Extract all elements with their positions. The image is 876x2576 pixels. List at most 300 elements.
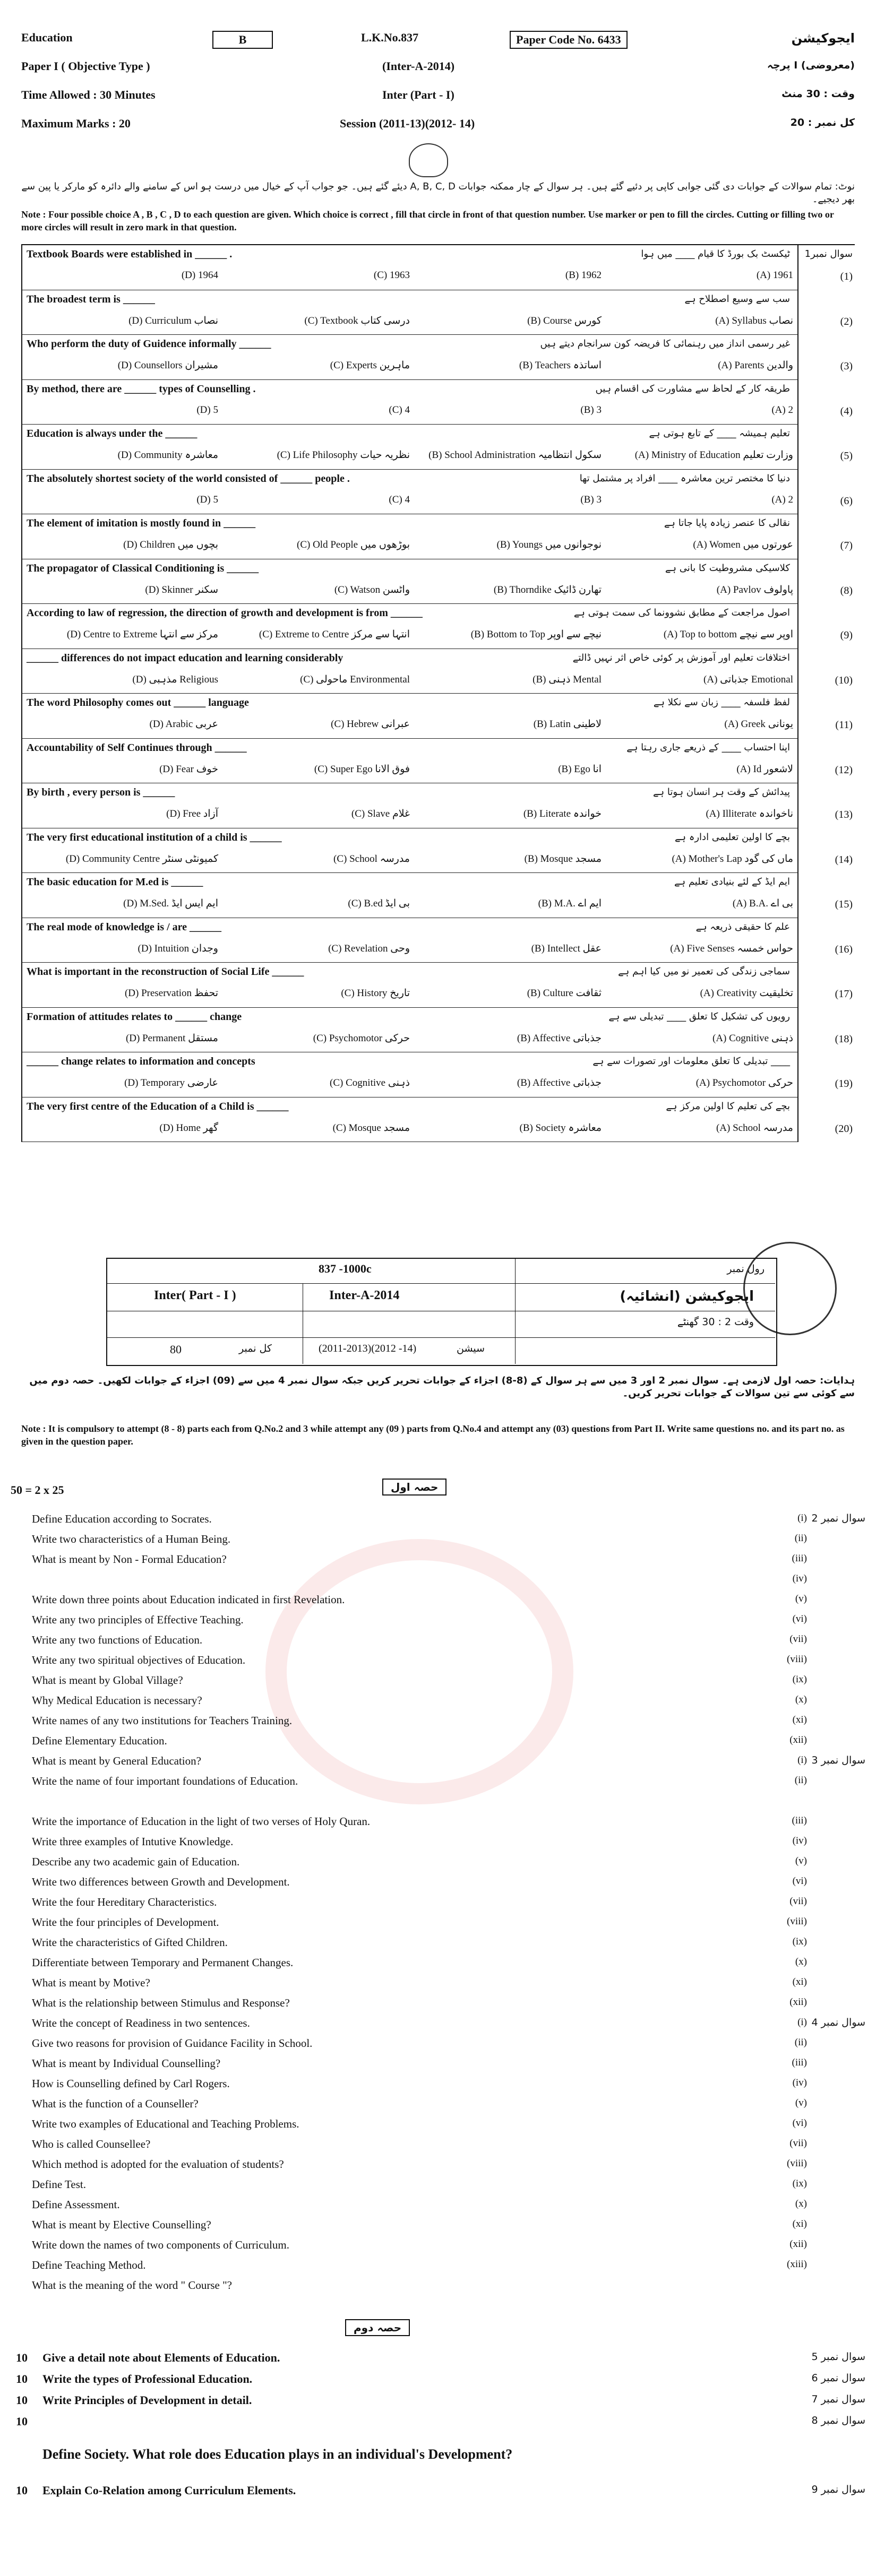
subjective-time: وقت 2 : 30 گھنٹے <box>677 1316 754 1328</box>
short-question-part: (ii) <box>794 2037 807 2048</box>
paper-code-box: Paper Code No. 6433 <box>510 31 628 49</box>
long-question-text: Explain Co-Relation among Curriculum Elements. <box>42 2484 296 2497</box>
options-row <box>27 943 793 958</box>
short-question-text: What is the meaning of the word " Course "? <box>32 2279 232 2292</box>
option-a: (A) 1961 <box>756 270 793 281</box>
board-logo-icon <box>409 143 448 177</box>
short-question-text: Write the four Hereditary Characteristics. <box>32 1896 217 1908</box>
options-row <box>27 359 793 375</box>
short-question-text: What is the function of a Counseller? <box>32 2097 199 2110</box>
options-row <box>27 763 793 779</box>
long-question-marks: 10 <box>16 2372 28 2385</box>
short-question-part: (iv) <box>792 1835 807 1846</box>
option-b: (B) Bottom to Top نیچے سے اوپر <box>470 629 602 640</box>
option-a: (A) 2 <box>771 404 793 416</box>
short-question-part: (iv) <box>792 2077 807 2088</box>
option-a: (A) Creativity تخلیقیت <box>700 988 793 999</box>
marks-urdu: کل نمبر : 20 <box>790 117 855 128</box>
subjective-subject-urdu: ایجوکیشن (انشائیہ) <box>620 1289 754 1304</box>
option-a: (A) Parents والدین <box>718 360 793 371</box>
question-text-urdu: بچے کی تعلیم کا اولین مرکز ہے <box>666 1100 790 1112</box>
class-label: Inter (Part - I) <box>382 88 454 101</box>
part2-title: حصہ دوم <box>345 2319 410 2336</box>
question-text: By birth , every person is ______ <box>27 786 175 798</box>
question-number-value: (11) <box>835 719 853 731</box>
question-text: The absolutely shortest society of the world consisted of ______ people . <box>27 472 350 485</box>
short-question-text: Write down the names of two components of Curriculum. <box>32 2238 289 2251</box>
question-number <box>803 425 856 469</box>
short-question-part: (ii) <box>794 1775 807 1786</box>
question-number <box>803 828 856 873</box>
option-b: (B) Course کورس <box>527 315 602 326</box>
option-a: (A) Greek یونانی <box>724 719 793 730</box>
subjective-class: Inter( Part - I ) <box>154 1289 236 1302</box>
long-question-text: Give a detail note about Elements of Education. <box>42 2351 280 2364</box>
option-c: (C) ماحولی Environmental <box>300 673 410 685</box>
short-question-part: (xi) <box>792 1976 807 1987</box>
short-question-part: (vii) <box>789 1896 807 1907</box>
short-question-text: What is meant by Non - Formal Education? <box>32 1553 227 1566</box>
option-c: (C) Psychomotor حرکی <box>313 1032 410 1044</box>
short-question-text: Write two examples of Educational and Teaching Problems. <box>32 2117 299 2130</box>
option-b: (B) School Administration سکول انتظامیہ <box>428 449 602 461</box>
question-text: Who perform the duty of Guidence informally ______ <box>27 338 271 350</box>
options-row <box>27 539 793 555</box>
subjective-session-urdu: سیشن <box>457 1343 485 1354</box>
short-question-text: Which method is adopted for the evaluation of students? <box>32 2158 284 2171</box>
subjective-marks-urdu: کل نمبر <box>239 1343 272 1354</box>
short-question-part: (xii) <box>789 2238 807 2250</box>
short-question-text: What is meant by Elective Counselling? <box>32 2218 211 2231</box>
question-text-urdu: اپنا احتساب ____ کے ذریعے جاری رہتا ہے <box>626 741 790 753</box>
option-a: (A) Psychomotor حرکی <box>695 1077 793 1088</box>
short-question-part: (ix) <box>792 1936 807 1947</box>
options-row <box>27 404 793 420</box>
question-text-urdu: اختلافات تعلیم اور آموزش پر کوئی خاص اثر نہیں ڈالتے <box>572 652 790 663</box>
option-c: (C) History تاریخ <box>341 988 410 999</box>
question-number-value: (18) <box>835 1033 853 1045</box>
short-question-part: (v) <box>795 2097 807 2108</box>
option-b: (B) Mosque مسجد <box>524 853 602 865</box>
question-row <box>21 470 853 515</box>
question-number-value: (3) <box>840 360 853 372</box>
short-question-part: (vi) <box>792 1875 807 1887</box>
short-question-text: Write the name of four important foundations of Education. <box>32 1775 298 1787</box>
option-d: (D) 1964 <box>181 270 218 281</box>
short-question-part: (vii) <box>789 1633 807 1645</box>
short-question-part: (ix) <box>792 2178 807 2189</box>
question-number-value: (5) <box>840 450 853 462</box>
option-c: (C) Textbook درسی کتاب <box>304 315 410 326</box>
short-question-part: (viii) <box>787 1916 807 1927</box>
option-b: (B) ذہنی Mental <box>533 673 602 685</box>
question-number-urdu: سوال نمبر1 <box>804 248 853 260</box>
subject-label: Education <box>21 31 73 44</box>
short-question-part: (viii) <box>787 1654 807 1665</box>
option-d: (D) Counsellors مشیران <box>117 360 218 371</box>
question-number <box>803 290 856 335</box>
question-row <box>21 425 853 470</box>
question-row <box>21 828 853 874</box>
question-number <box>803 918 856 963</box>
options-row <box>27 1032 793 1048</box>
short-question-text: Write two characteristics of a Human Being. <box>32 1533 231 1545</box>
subjective-header-table <box>106 1258 775 1364</box>
question-text: The basic education for M.ed is ______ <box>27 876 203 888</box>
question-text-urdu: ایم ایڈ کے لئے بنیادی تعلیم ہے <box>674 876 790 887</box>
question-number <box>803 514 856 559</box>
option-c: (C) Watson واٹسن <box>334 584 410 595</box>
question-number <box>803 335 856 379</box>
question-row <box>21 694 853 739</box>
options-row <box>27 987 793 1003</box>
short-question-part: (viii) <box>787 2158 807 2169</box>
question-text: Accountability of Self Continues through ______ <box>27 741 247 754</box>
question-number-value: (2) <box>840 315 853 327</box>
option-b: (B) 3 <box>580 404 602 416</box>
option-b: (B) M.A. ایم اے <box>538 898 602 909</box>
question-text: ______ change relates to information and concepts <box>27 1056 255 1067</box>
question-number-value: (10) <box>835 674 853 686</box>
long-question-marks: 10 <box>16 2484 28 2497</box>
short-question-part: (x) <box>795 1694 807 1705</box>
short-question-text: Give two reasons for provision of Guidance Facility in School. <box>32 2037 313 2050</box>
option-d: (D) Preservation تحفظ <box>124 988 218 999</box>
header-row-3 <box>21 88 855 107</box>
option-c: (C) Slave غلام <box>351 808 410 819</box>
short-question-text: What is meant by Individual Counselling? <box>32 2057 221 2070</box>
option-c: (C) Hebrew عبرانی <box>331 719 410 730</box>
question-text-urdu: غیر رسمی انداز میں رہنمائی کا فریضہ کون سرانجام دیتے ہیں <box>540 338 790 349</box>
option-a: (A) Id لاشعور <box>736 763 793 775</box>
subjective-instructions-english: Note : It is compulsory to attempt (8 - 8) parts each from Q.No.2 and 3 while attempt any (09 ) parts from Q.No.4 and attempt any (03) questions from Part II. Write same questions no. and its part no. as given in the question paper. <box>21 1423 845 1447</box>
option-b: (B) Literate خواندہ <box>523 808 602 819</box>
question-row <box>21 739 853 784</box>
option-b: (B) Ego انا <box>558 763 602 775</box>
option-d: (D) Permanent مستقل <box>125 1032 218 1044</box>
option-c: (C) B.ed بی ایڈ <box>348 898 410 909</box>
time-urdu: وقت : 30 منٹ <box>781 88 855 100</box>
part1-marks: 50 = 2 x 25 <box>11 1483 64 1497</box>
question-text-urdu: کلاسیکی مشروطیت کا بانی ہے <box>665 562 790 574</box>
question-number-value: (15) <box>835 898 853 910</box>
short-question-text: Differentiate between Temporary and Permanent Changes. <box>32 1956 294 1969</box>
question-number <box>803 470 856 514</box>
question-number-value: (7) <box>840 540 853 551</box>
question-row <box>21 335 853 380</box>
question-row <box>21 873 853 918</box>
short-question-text: What is meant by Global Village? <box>32 1674 183 1687</box>
question-text-urdu: لفظ فلسفہ ____ زبان سے نکلا ہے <box>653 697 790 708</box>
options-row <box>27 1077 793 1093</box>
options-row <box>27 718 793 734</box>
question-number-value: (19) <box>835 1078 853 1090</box>
objective-questions-table <box>21 244 855 1142</box>
question-number <box>803 873 856 918</box>
option-b: (B) Affective جذباتی <box>517 1077 602 1088</box>
question-text-urdu: نقالی کا عنصر زیادہ پایا جاتا ہے <box>664 517 790 529</box>
long-question-label: سوال نمبر 5 <box>811 2351 865 2363</box>
question-number-value: (4) <box>840 405 853 417</box>
option-c: (C) Extreme to Centre انتہا سے مرکز <box>259 629 410 640</box>
short-question-part: (ix) <box>792 1674 807 1685</box>
short-question-part: (i) <box>797 1754 807 1766</box>
header-row-4 <box>21 117 855 136</box>
option-b: (B) Youngs نوجوانوں میں <box>496 539 602 550</box>
roll-number-label: رول نمبر <box>727 1263 765 1275</box>
option-a: (A) B.A. بی اے <box>732 898 793 909</box>
header-row-2 <box>21 59 855 79</box>
question-number-value: (14) <box>835 853 853 866</box>
short-question-text: Define Education according to Socrates. <box>32 1512 212 1525</box>
question-row <box>21 963 853 1008</box>
question-text-urdu: اصول مراجعت کے مطابق نشوونما کی سمت ہوتی ہے <box>573 607 790 618</box>
option-a: (A) 2 <box>771 494 793 505</box>
option-c: (C) Life Philosophy نظریہ حیات <box>277 449 410 461</box>
question-number <box>803 783 856 828</box>
long-question-label: سوال نمبر 6 <box>811 2372 865 2384</box>
options-row <box>27 449 793 465</box>
option-d: (D) Centre to Extreme مرکز سے انتہا <box>66 629 218 640</box>
short-question-text: What is meant by Motive? <box>32 1976 150 1989</box>
question-text-urdu: طریقہ کار کے لحاظ سے مشاورت کی اقسام ہیں <box>595 383 790 394</box>
short-question-text: Define Elementary Education. <box>32 1734 167 1747</box>
option-c: (C) 4 <box>389 494 410 505</box>
options-row <box>27 897 793 913</box>
question-number <box>803 1097 856 1142</box>
question-number-value: (9) <box>840 629 853 641</box>
question-text: ______ differences do not impact education and learning considerably <box>27 652 343 664</box>
lk-number: L.K.No.837 <box>361 31 419 44</box>
option-d: (D) Curriculum نصاب <box>128 315 218 326</box>
short-question-text: Define Assessment. <box>32 2198 120 2211</box>
option-d: (D) 5 <box>196 494 218 505</box>
short-question-part: (iii) <box>792 2057 807 2068</box>
question-row <box>21 380 853 425</box>
option-d: (D) 5 <box>196 404 218 416</box>
option-d: (D) Arabic عربی <box>149 719 218 730</box>
question-row <box>21 514 853 559</box>
short-question-part: (xii) <box>789 1734 807 1745</box>
option-b: (B) Intellect عقل <box>531 943 602 954</box>
short-question-text: Write three examples of Intutive Knowledge. <box>32 1835 234 1848</box>
option-d: (D) M.Sed. ایم ایس ایڈ <box>123 898 218 909</box>
question-number <box>803 380 856 425</box>
option-b: (B) Teachers اساتذہ <box>519 360 602 371</box>
option-d: (D) Community معاشرہ <box>117 449 218 461</box>
question-text: According to law of regression, the direction of growth and development is from ______ <box>27 607 423 619</box>
option-c: (C) Mosque مسجد <box>332 1122 410 1134</box>
question-row <box>21 918 853 963</box>
short-question-part: (v) <box>795 1855 807 1866</box>
option-a: (A) Ministry of Education وزارت تعلیم <box>634 449 793 461</box>
question-row <box>21 290 853 335</box>
question-text: Textbook Boards were established in ______ . <box>27 248 233 260</box>
question-text: Formation of attitudes relates to ______ change <box>27 1010 242 1023</box>
question-number-value: (1) <box>840 271 853 282</box>
short-question-text: Write the four principles of Development. <box>32 1916 219 1929</box>
option-d: (D) Community Centre کمیونٹی سنٹر <box>65 853 218 865</box>
option-c: (C) Experts ماہرین <box>330 360 410 371</box>
option-b: (B) Thorndike تھارن ڈائیک <box>493 584 602 595</box>
short-question-label: سوال نمبر 2 <box>811 1512 865 1524</box>
option-d: (D) Home گھر <box>159 1122 218 1134</box>
options-row <box>27 584 793 600</box>
long-question-marks: 10 <box>16 2393 28 2407</box>
option-a: (A) School مدرسہ <box>716 1122 793 1134</box>
option-b: (B) 1962 <box>565 270 602 281</box>
short-question-text: What is meant by General Education? <box>32 1754 201 1767</box>
long-question-text: Write the types of Professional Education. <box>42 2372 253 2385</box>
options-row <box>27 494 793 510</box>
question-number-value: (16) <box>835 943 853 955</box>
short-question-part: (vi) <box>792 2117 807 2129</box>
short-question-part: (xi) <box>792 1714 807 1725</box>
short-question-part: (i) <box>797 2017 807 2028</box>
short-question-part: (iv) <box>792 1573 807 1584</box>
option-d: (D) Intuition وجدان <box>138 943 218 954</box>
question-text-urdu: سب سے وسیع اصطلاح ہے <box>684 293 790 305</box>
short-question-text: How is Counselling defined by Carl Rogers. <box>32 2077 230 2090</box>
header-row-1 <box>21 31 855 50</box>
options-row <box>27 1122 793 1138</box>
question-text-urdu: دنیا کا مختصر ترین معاشرہ ____ افراد پر مشتمل تھا <box>579 472 790 484</box>
long-question-label: سوال نمبر 8 <box>811 2415 865 2426</box>
option-a: (A) Cognitive ذہنی <box>712 1032 793 1044</box>
short-question-text: Define Test. <box>32 2178 86 2191</box>
options-row <box>27 270 793 286</box>
option-b: (B) Latin لاطینی <box>533 719 602 730</box>
question-number-value: (12) <box>835 764 853 776</box>
short-question-text: Write names of any two institutions for Teachers Training. <box>32 1714 293 1727</box>
question-number-value: (17) <box>835 988 853 1000</box>
long-question-text: Write Principles of Development in detail. <box>42 2393 252 2407</box>
options-row <box>27 673 793 689</box>
watermark-logo <box>265 1539 573 1804</box>
question-text: The real mode of knowledge is / are ______ <box>27 921 222 933</box>
short-question-part: (v) <box>795 1593 807 1604</box>
short-question-part: (vii) <box>789 2138 807 2149</box>
short-question-part: (xi) <box>792 2218 807 2229</box>
max-marks: Maximum Marks : 20 <box>21 117 131 130</box>
question-number <box>803 694 856 738</box>
question-text: The element of imitation is mostly found in ______ <box>27 517 256 529</box>
question-text: The very first educational institution of a child is ______ <box>27 831 282 843</box>
question-text: Education is always under the ______ <box>27 428 197 439</box>
short-question-text: Write two differences between Growth and Development. <box>32 1875 290 1888</box>
instructions-english: Note : Four possible choice A , B , C , D to each question are given. Which choice is correct , fill that circle in front of that question number. Use marker or pen to fill the circles. Cutting or filling two or more circles will result in zero mark in that question. <box>21 209 834 232</box>
option-a: (A) جذباتی Emotional <box>703 673 793 685</box>
group-box: B <box>212 31 273 49</box>
question-number-value: (13) <box>835 809 853 820</box>
short-question-part: (xii) <box>789 1996 807 2008</box>
question-row <box>21 604 853 649</box>
short-question-text: Who is called Counsellee? <box>32 2138 151 2150</box>
question-row <box>21 1008 853 1053</box>
paper-urdu: (معروضی) I پرچہ <box>767 59 855 71</box>
question-row <box>21 783 853 828</box>
subjective-session: (2011-2013)(2012 -14) <box>319 1343 417 1354</box>
option-d: (D) Temporary عارضی <box>124 1077 218 1088</box>
question-text-urdu: بچے کا اولین تعلیمی ادارہ ہے <box>675 831 790 843</box>
question-number <box>803 739 856 783</box>
options-row <box>27 315 793 331</box>
short-question-part: (iii) <box>792 1553 807 1564</box>
option-c: (C) Revelation وحی <box>328 943 410 954</box>
exam-label: (Inter-A-2014) <box>382 59 455 73</box>
short-question-part: (i) <box>797 1512 807 1524</box>
time-allowed: Time Allowed : 30 Minutes <box>21 88 156 101</box>
question-number <box>803 559 856 604</box>
subjective-marks: 80 <box>170 1343 182 1356</box>
short-question-part: (vi) <box>792 1613 807 1624</box>
question-text-urdu: تعلیم ہمیشہ ____ کے تابع ہوتی ہے <box>649 428 790 439</box>
part1-title: حصہ اول <box>382 1479 446 1496</box>
option-c: (C) 4 <box>389 404 410 416</box>
option-a: (A) Women عورتوں میں <box>693 539 793 550</box>
option-c: (C) Cognitive ذہنی <box>330 1077 410 1088</box>
option-d: (D) Children بچوں میں <box>123 539 218 550</box>
option-a: (A) Pavlov پاولوف <box>716 584 793 595</box>
long-question-text: Define Society. What role does Education plays in an individual's Development? <box>42 2447 513 2462</box>
short-question-text: Write the importance of Education in the light of two verses of Holy Quran. <box>32 1815 371 1828</box>
question-text: The broadest term is ______ <box>27 293 155 305</box>
option-d: (D) Skinner سکنر <box>145 584 218 595</box>
short-question-label: سوال نمبر 3 <box>811 1754 865 1766</box>
option-b: (B) Society معاشرہ <box>519 1122 602 1134</box>
option-c: (C) 1963 <box>373 270 410 281</box>
option-a: (A) Mother's Lap ماں کی گود <box>672 853 793 865</box>
options-row <box>27 628 793 644</box>
long-question-label: سوال نمبر 7 <box>811 2393 865 2405</box>
option-c: (C) School مدرسہ <box>333 853 410 865</box>
option-a: (A) Top to bottom اوپر سے نیچے <box>663 629 793 640</box>
question-number-value: (8) <box>840 584 853 597</box>
question-number <box>803 1052 856 1097</box>
question-text: The word Philosophy comes out ______ language <box>27 697 249 708</box>
short-question-part: (x) <box>795 2198 807 2209</box>
option-b: (B) Culture ثقافت <box>527 988 602 999</box>
question-text: By method, there are ______ types of Counselling . <box>27 383 256 395</box>
option-c: (C) Super Ego فوق الانا <box>314 763 410 775</box>
short-question-text: Write any two spiritual objectives of Education. <box>32 1654 246 1666</box>
short-question-part: (iii) <box>792 1815 807 1826</box>
option-b: (B) 3 <box>580 494 602 505</box>
short-question-part: (ii) <box>794 1533 807 1544</box>
question-number <box>803 1008 856 1052</box>
question-text-urdu: سماجی زندگی کی تعمیر نو میں کیا اہم ہے <box>618 966 790 977</box>
short-question-label: سوال نمبر 4 <box>811 2017 865 2028</box>
question-row <box>21 1052 853 1097</box>
option-d: (D) Fear خوف <box>159 763 218 775</box>
question-text-urdu: رویوں کی تشکیل کا تعلق ____ تبدیلی سے ہے <box>608 1010 790 1022</box>
short-question-text: Describe any two academic gain of Education. <box>32 1855 240 1868</box>
short-question-text: Write the concept of Readiness in two sentences. <box>32 2017 250 2029</box>
question-text: The propagator of Classical Conditioning is ______ <box>27 562 259 574</box>
question-text-urdu: ٹیکسٹ بک بورڈ کا قیام ____ میں ہوا <box>641 248 790 260</box>
question-text-urdu: علم کا حقیقی ذریعہ ہے <box>695 921 790 932</box>
paper-label: Paper I ( Objective Type ) <box>21 59 150 73</box>
subject-urdu: ایجوکیشن <box>791 31 855 46</box>
short-question-text: Write the characteristics of Gifted Children. <box>32 1936 228 1949</box>
option-c: (C) Old People بوڑھوں میں <box>297 539 410 550</box>
subjective-exam: Inter-A-2014 <box>329 1289 400 1302</box>
option-a: (A) Illiterate ناخواندہ <box>706 808 793 819</box>
options-row <box>27 853 793 869</box>
question-number <box>803 604 856 649</box>
short-question-text: Why Medical Education is necessary? <box>32 1694 202 1707</box>
short-question-text: Write any two functions of Education. <box>32 1633 203 1646</box>
